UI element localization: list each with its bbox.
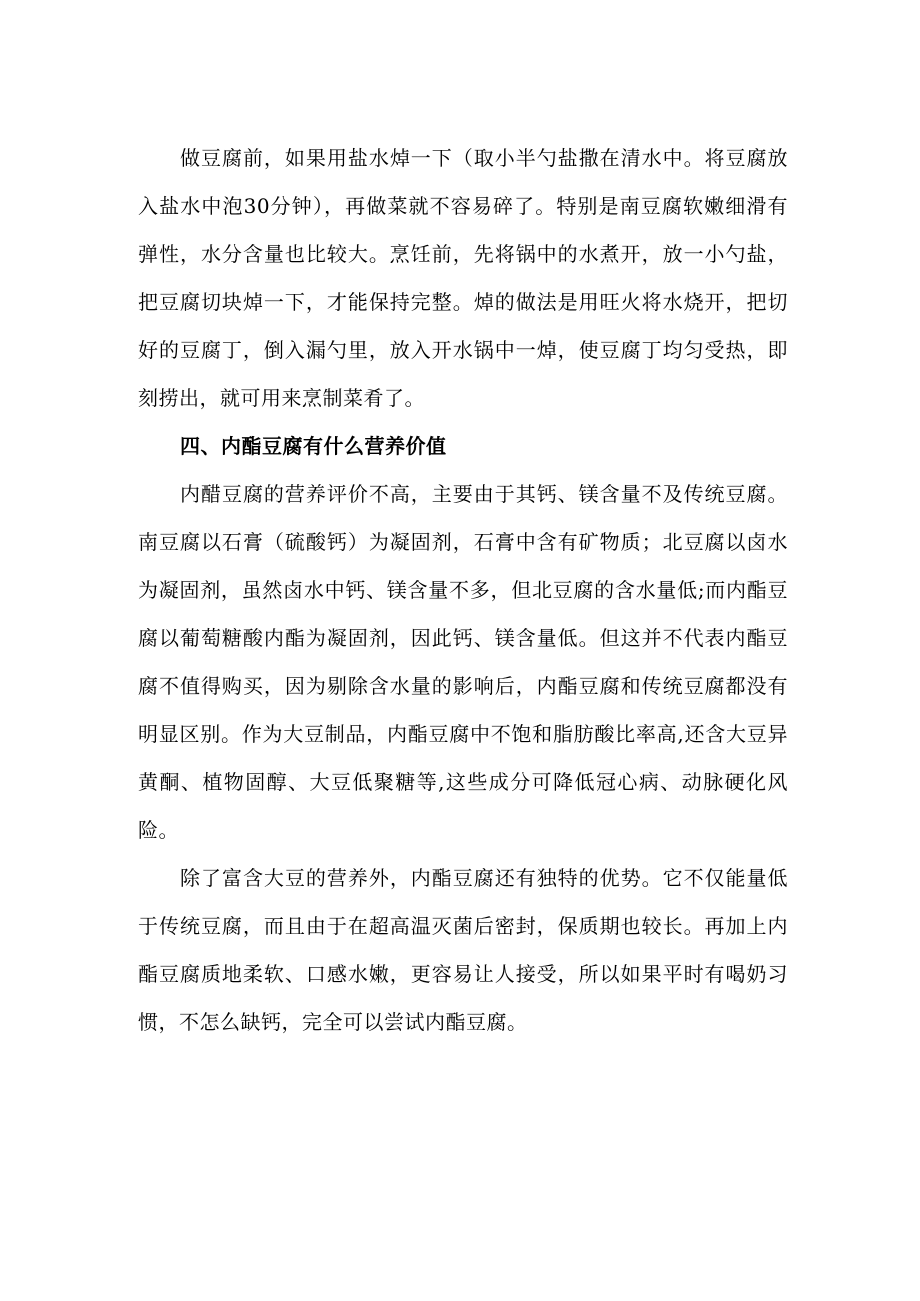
document-body	[138, 134, 788, 1046]
paragraph-advantages: 除了富含大豆的营养外，内酯豆腐还有独特的优势。它不仅能量低于传统豆腐，而且由于在超高温灭菌后密封，保质期也较长。再加上内酯豆腐质地柔软、口感水嫩，更容易让人接受，所以如果平时有喝奶习惯，不怎么缺钙，完全可以尝试内酯豆腐。	[138, 866, 788, 1034]
section-heading-nutrition: 四、内酯豆腐有什么营养价值	[180, 434, 447, 458]
paragraph-nutrition-value: 内醋豆腐的营养评价不高，主要由于其钙、镁含量不及传统豆腐。南豆腐以石膏（硫酸钙）为凝固剂，石膏中含有矿物质；北豆腐以卤水为凝固剂，虽然卤水中钙、镁含量不多，但北豆腐的含水量低;而内酯豆腐以葡萄糖酸内酯为凝固剂，因此钙、镁含量低。但这并不代表内酯豆腐不值得购买，因为剔除含水量的影响后，内酯豆腐和传统豆腐都没有明显区别。作为大豆制品，内酯豆腐中不饱和脂肪酸比率高,还含大豆异黄酮、植物固醇、大豆低聚糖等,这些成分可降低冠心病、动脉硬化风险。	[138, 482, 788, 842]
paragraph-tofu-blanching: 做豆腐前，如果用盐水焯一下（取小半勺盐撒在清水中。将豆腐放入盐水中泡30分钟），再做菜就不容易碎了。特别是南豆腐软嫩细滑有弹性，水分含量也比较大。烹饪前，先将锅中的水煮开，放一小勺盐，把豆腐切块焯一下，才能保持完整。焯的做法是用旺火将水烧开，把切好的豆腐丁，倒入漏勺里，放入开水锅中一焯，使豆腐丁均匀受热，即刻捞出，就可用来烹制菜肴了。	[138, 146, 788, 410]
